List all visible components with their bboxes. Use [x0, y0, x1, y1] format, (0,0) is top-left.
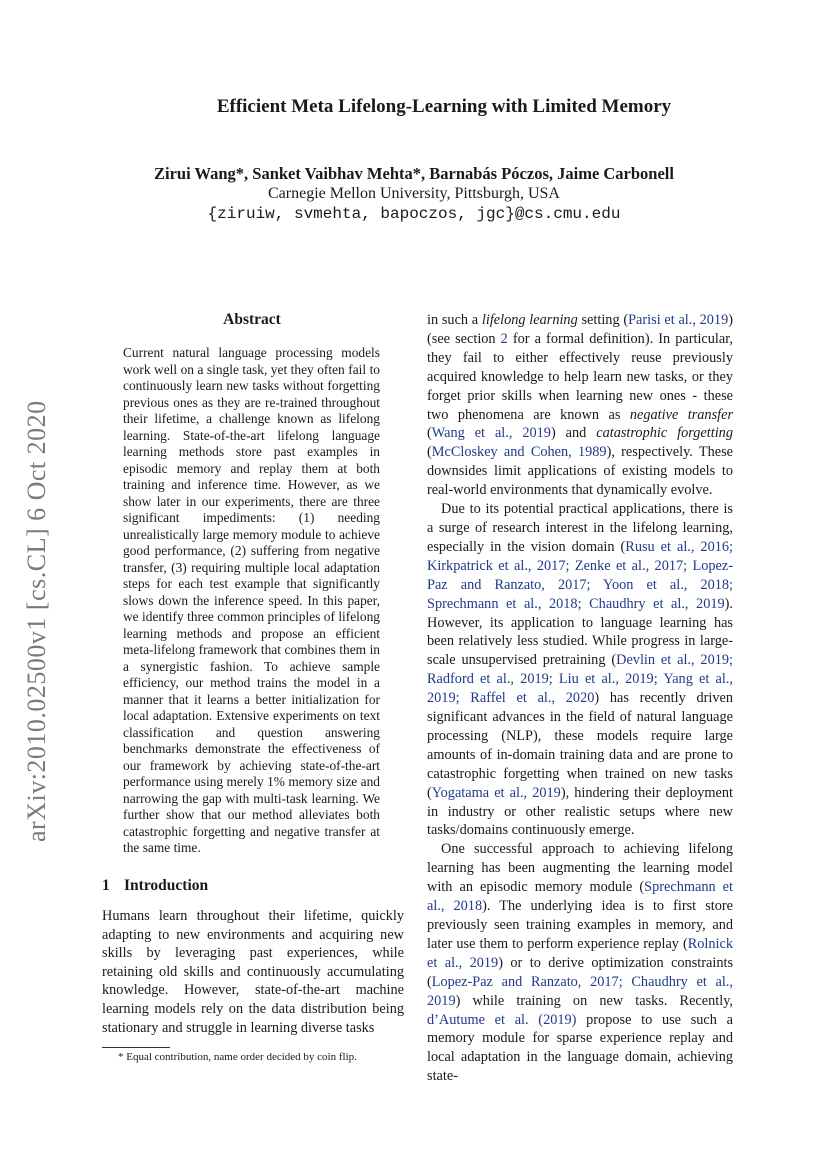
right-column — [427, 311, 733, 1086]
citation-link[interactable]: Wang et al., 2019 — [431, 425, 551, 442]
section-heading-introduction — [102, 877, 208, 895]
text-run: ) has recently driven significant advances in the field of natural language processing (NLP), these models require large amounts of in-domain training data and are prone to catastrophic forgetting when trained on new tasks ( — [427, 690, 733, 801]
introduction-paragraph: Humans learn throughout their lifetime, quickly adapting to new environments and acquiring new skills by leveraging past experiences, while retaining old skills and continuously accumulating knowledge. However, state-of-the-art machine learning models rely on the data distribution being stationary and struggle in learning diverse tasks — [102, 908, 404, 1036]
section-number: 1 — [102, 877, 110, 894]
text-run: in such a — [427, 312, 482, 328]
citation-link[interactable]: Rolnick et al., 2019 — [427, 935, 733, 971]
text-run: ) while training on new tasks. Recently, — [455, 992, 733, 1009]
text-run: ). The underlying idea is to first store previously seen training examples in memory, and later use them to perform experience replay ( — [427, 898, 733, 952]
author-emails: {ziruiw, svmehta, bapoczos, jgc}@cs.cmu.edu — [207, 205, 621, 223]
text-run: ) and — [550, 425, 597, 442]
author-list: Zirui Wang*, Sanket Vaibhav Mehta*, Barnabás Póczos, Jaime Carbonell — [154, 164, 674, 183]
emphasis: negative transfer — [629, 406, 734, 423]
text-run: ), hindering their deployment in industry or other realistic setups where new tasks/domains continuously emerge. — [427, 784, 733, 839]
section-link[interactable]: 2 — [500, 330, 508, 347]
footnote-rule — [102, 1047, 170, 1048]
citation-link[interactable]: Rusu et al., 2016; Kirkpatrick et al., 2017; Zenke et al., 2017; Lopez-Paz and Ranzato, 2017; Yoon et al., 2018; Sprechmann et al., 2018; Chaudhry et al., 2019 — [427, 538, 733, 612]
paper-title: Efficient Meta Lifelong-Learning with Limited Memory — [216, 96, 672, 117]
text-run: ) or to derive optimization constraints ( — [427, 954, 734, 990]
citation-link[interactable]: Parisi et al., 2019 — [628, 312, 729, 328]
citation-link[interactable]: Sprechmann et al., 2018 — [427, 879, 733, 915]
citation-link[interactable]: Devlin et al., 2019; Radford et al., 2019; Liu et al., 2019; Yang et al., 2019; Raffel et al., 2020 — [427, 652, 733, 707]
text-run: setting ( — [577, 312, 629, 328]
text-run: One successful approach to achieving lifelong learning has been augmenting the learning model with an episodic memory module ( — [427, 841, 733, 896]
text-run: ( — [427, 425, 432, 442]
affiliation: Carnegie Mellon University, Pittsburgh, USA — [268, 185, 560, 202]
citation-link[interactable]: d’Autume et al. (2019) — [427, 1011, 577, 1028]
footnote: * Equal contribution, name order decided by coin flip. — [118, 1051, 357, 1063]
emphasis: catastrophic forgetting — [596, 425, 733, 442]
citation-link[interactable]: Yogatama et al., 2019 — [431, 784, 561, 801]
text-run: Due to its potential practical applications, there is a surge of research interest in the lifelong learning, especially in the vision domain ( — [427, 501, 733, 555]
text-run: ), respectively. These downsides limit applications of existing models to real-world environments that dynamically evolve. — [427, 444, 734, 499]
paragraph — [427, 500, 733, 840]
abstract-heading: Abstract — [223, 311, 281, 328]
citation-link[interactable]: Lopez-Paz and Ranzato, 2017; Chaudhry et al., 2019 — [427, 973, 733, 1009]
paragraph — [427, 311, 733, 500]
abstract-text: Current natural language processing models work well on a single task, yet they often fail to continuously learn new tasks without forgetting previous ones as they are re-trained throughout their lifetime, a challenge known as lifelong learning. State-of-the-art lifelong language learning methods store past examples in episodic memory and replay them at both training and inference time. However, as we show later in our experiments, there are three significant impediments: (1) needing unrealistically large memory module to achieve good performance, (2) suffering from negative transfer, (3) requiring multiple local adaptation steps for each test example that significantly slows down the inference speed. In this paper, we identify three common principles of lifelong learning methods and propose an efficient meta-lifelong framework that combines them in a synergistic fashion. To achieve sample efficiency, our method trains the model in a manner that it learns a better initialization for local adaptation. Extensive experiments on text classification and question answering benchmarks demonstrate the effectiveness of our framework by achieving state-of-the-art performance using merely 1% memory size and narrowing the gap with multi-task learning. We further show that our method alleviates both catastrophic forgetting and negative transfer at the same time. — [123, 345, 380, 855]
arxiv-watermark: arXiv:2010.02500v1 [cs.CL] 6 Oct 2020 — [22, 400, 51, 842]
text-run: ( — [427, 444, 432, 461]
text-run: propose to use such a memory module for sparse experience replay and local adaptation in the language domain, achieving state- — [427, 1011, 733, 1085]
text-run: for a formal definition). In particular, they fail to either effectively reuse previously acquired knowledge to help learn new tasks, or they forget prior skills when learning new ones - these two phenomena are known as — [427, 330, 733, 423]
text-run: ) (see section — [427, 312, 733, 347]
emphasis: lifelong learning — [481, 312, 578, 328]
paragraph — [427, 840, 733, 1086]
citation-link[interactable]: McCloskey and Cohen, 1989 — [431, 444, 607, 461]
section-title: Introduction — [124, 877, 209, 894]
text-run: ). However, its application to language learning has been relatively less studied. While progress in large-scale unsupervised pretraining ( — [427, 595, 733, 669]
